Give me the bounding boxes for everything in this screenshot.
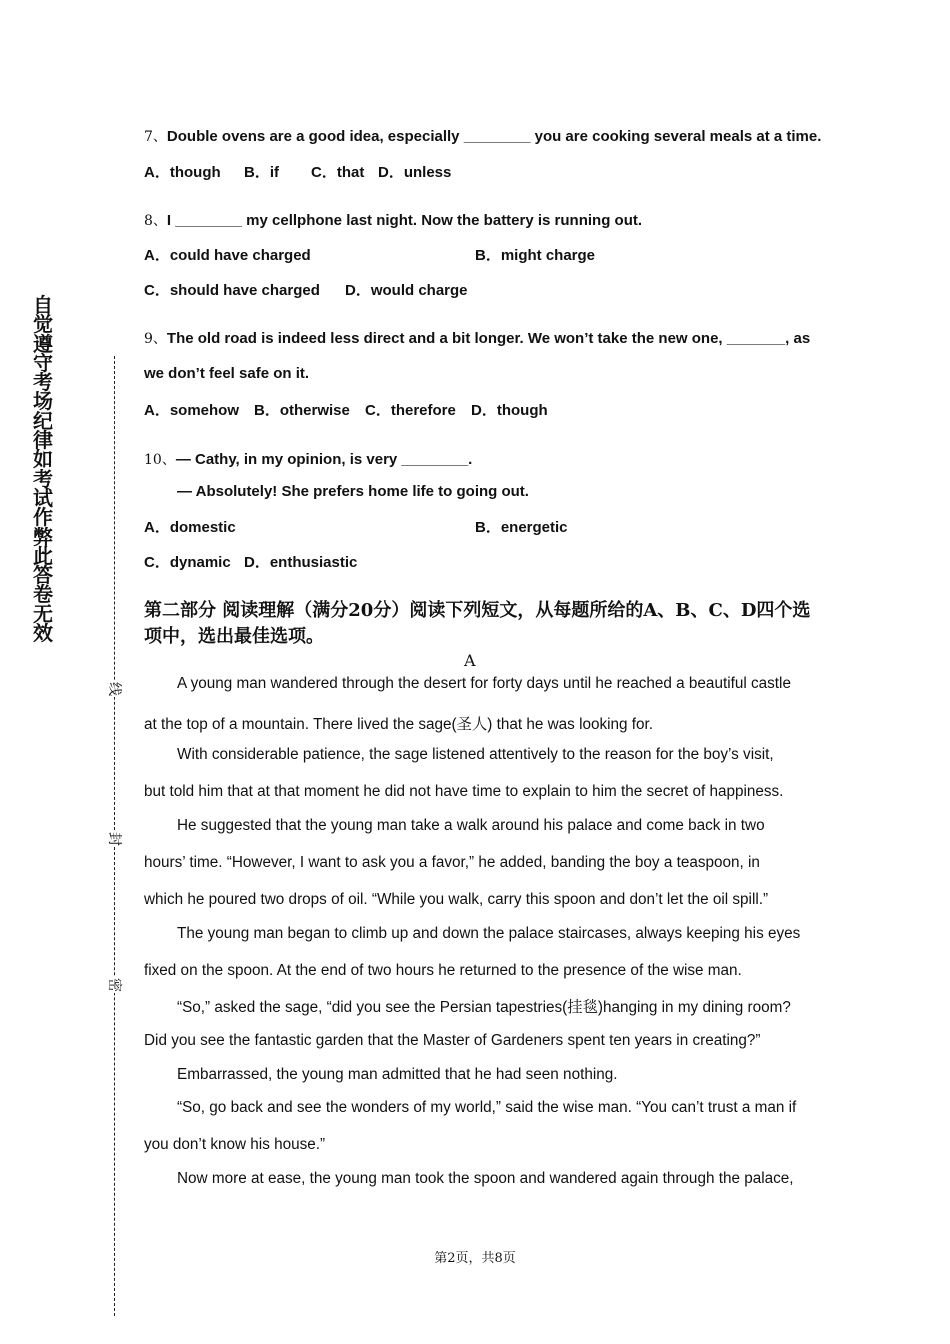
page-number: 第2页，共8页 bbox=[434, 1251, 516, 1266]
cut-label-secret: 密 bbox=[106, 978, 122, 992]
option-c: C．should have charged bbox=[144, 282, 320, 299]
question-9: 9、The old road is indeed less direct and a bit longer. We won’t take the new one, _______, as bbox=[144, 330, 811, 347]
passage-line: A young man wandered through the desert for forty days until he reached a beautiful castle bbox=[177, 675, 791, 692]
question-7-stem: Double ovens are a good idea, especially ________ you are cooking several meals at a time. bbox=[166, 128, 822, 145]
question-8: 8、I ________ my cellphone last night. Now the battery is running out. bbox=[144, 212, 643, 229]
passage-line: which he poured two drops of oil. “While you walk, carry this spoon and don’t let the oil spill.” bbox=[144, 891, 769, 908]
passage-line: at the top of a mountain. There lived the sage(圣人) that he was looking for. bbox=[144, 716, 654, 733]
question-8-stem: I ________ my cellphone last night. Now the battery is running out. bbox=[166, 212, 643, 229]
option-c: C．that bbox=[311, 164, 365, 181]
passage-label: A bbox=[464, 651, 476, 670]
passage-line: The young man began to climb up and down the palace staircases, always keeping his eyes bbox=[177, 925, 801, 942]
option-b: B．if bbox=[244, 164, 279, 181]
passage-line: With considerable patience, the sage listened attentively to the reason for the boy’s visit, bbox=[177, 746, 774, 763]
passage-line: Did you see the fantastic garden that the Master of Gardeners spent ten years in creating?” bbox=[144, 1032, 761, 1049]
option-d: D．enthusiastic bbox=[244, 554, 358, 571]
option-b: B．energetic bbox=[475, 519, 568, 536]
cut-label-seal: 封 bbox=[106, 832, 122, 846]
passage-line: “So, go back and see the wonders of my world,” said the wise man. “You can’t trust a man if bbox=[177, 1099, 797, 1116]
question-10: 10、— Cathy, in my opinion, is very ________. bbox=[144, 451, 473, 468]
option-a: A．somehow bbox=[144, 402, 240, 419]
question-9-stem-line-2: we don’t feel safe on it. bbox=[144, 365, 310, 382]
passage-line: fixed on the spoon. At the end of two hours he returned to the presence of the wise man. bbox=[144, 962, 742, 979]
option-d: D．would charge bbox=[345, 282, 468, 299]
passage-line: you don’t know his house.” bbox=[144, 1136, 326, 1153]
option-c: C．therefore bbox=[365, 402, 456, 419]
question-7: 7、Double ovens are a good idea, especially ________ you are cooking several meals at a time. bbox=[144, 128, 822, 145]
question-9-stem-line-1: The old road is indeed less direct and a bit longer. We won’t take the new one, _______, as bbox=[166, 330, 811, 347]
passage-line: “So,” asked the sage, “did you see the Persian tapestries(挂毯)hanging in my dining room? bbox=[177, 999, 791, 1016]
option-b: B．otherwise bbox=[254, 402, 350, 419]
option-a: A．though bbox=[144, 164, 221, 181]
option-a: A．domestic bbox=[144, 519, 236, 536]
question-10-stem-line-1: — Cathy, in my opinion, is very ________. bbox=[175, 451, 473, 468]
cut-label-line: 线 bbox=[106, 682, 122, 696]
option-c: C．dynamic bbox=[144, 554, 231, 571]
passage-line: Now more at ease, the young man took the spoon and wandered again through the palace, bbox=[177, 1170, 794, 1187]
option-d: D．though bbox=[471, 402, 548, 419]
exam-rule-warning: 自觉遵守考场纪律如考试作弊此答卷无效 bbox=[33, 293, 53, 646]
section-title: 第二部分 阅读理解（满分20分）阅读下列短文，从每题所给的A、B、C、D四个选项中，选出最佳选项。 bbox=[144, 600, 811, 647]
passage-line: but told him that at that moment he did not have time to explain to him the secret of happiness. bbox=[144, 783, 784, 800]
passage-line: Embarrassed, the young man admitted that he had seen nothing. bbox=[177, 1066, 618, 1083]
option-b: B．might charge bbox=[475, 247, 596, 264]
question-10-stem-line-2: — Absolutely! She prefers home life to going out. bbox=[177, 483, 529, 500]
passage-line: hours’ time. “However, I want to ask you a favor,” he added, banding the boy a teaspoon, in bbox=[144, 854, 760, 871]
passage-line: He suggested that the young man take a walk around his palace and come back in two bbox=[177, 817, 765, 834]
option-a: A．could have charged bbox=[144, 247, 311, 264]
option-d: D．unless bbox=[378, 164, 452, 181]
